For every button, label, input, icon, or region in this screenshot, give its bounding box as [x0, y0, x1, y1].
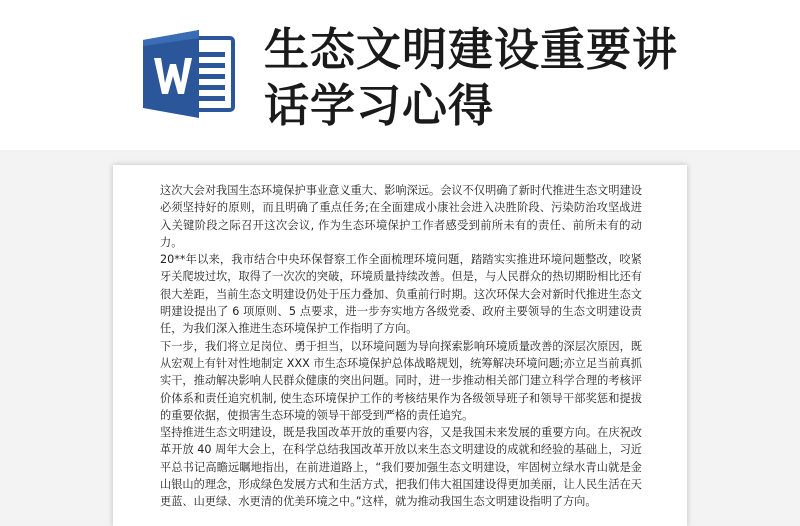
header [0, 0, 800, 150]
document-body [160, 182, 642, 511]
paragraph: 下一步，我们将立足岗位、勇于担当，以环境问题为导向探索影响环境质量改善的深层次原因，既从宏观上有针对性地制定 XXX 市生态环境保护总体战略规划，统筹解决环境问题;亦立足当前真抓实干，推动解决影响人民群众健康的突出问题。同时，进一步推动相关部门建立科学合理的考核评价体系和责任追究机制, 使生态环境保护工作的考核结果作为各级领导班子和领导干部奖惩和提拔的重要依据，使损害生态环境的领导干部受到严格的责任追究。 [160, 339, 642, 422]
paragraph: 坚持推进生态文明建设，既是我国改革开放的重要内容，又是我国未来发展的重要方向。在庆祝改革开放 40 周年大会上，在科学总结我国改革开放以来生态文明建设的成就和经验的基础上，习近平总书记高瞻远瞩地指出，在前进道路上，“我们要加强生态文明建设，牢固树立绿水青山就是金山银山的理念，形成绿色发展方式和生活方式，把我们伟大祖国建设得更加美丽，让人民生活在天更蓝、山更绿、水更清的优美环境之中。”这样，就为推动我国生态文明建设指明了方向。 [160, 426, 642, 509]
document-page [113, 165, 687, 526]
paragraph: 20**年以来，我市结合中央环保督察工作全面梳理环境问题，踏踏实实推进环境问题整改，咬紧牙关爬坡过坎，取得了一次次的突破，环境质量持续改善。但是，与人民群众的热切期盼相比还有很大差距，当前生态文明建设仍处于压力叠加、负重前行时期。这次环保大会对新时代推进生态文明建设提出了 6 项原则、5 点要求，进一步夯实地方各级党委、政府主要领导的生态文明建设责任，为我们深入推进生态环境保护工作指明了方向。 [160, 253, 642, 336]
word-document-icon [141, 28, 237, 120]
paragraph: 这次大会对我国生态环境保护事业意义重大、影响深远。会议不仅明确了新时代推进生态文明建设必须坚持好的原则，而且明确了重点任务;在全面建成小康社会进入决胜阶段、污染防治攻坚战进入关键阶段之际召开这次会议, 作为生态环境保护工作者感受到前所未有的责任、前所未有的动力。 [160, 184, 642, 249]
document-title: 生态文明建设重要讲话学习心得 [264, 23, 679, 132]
